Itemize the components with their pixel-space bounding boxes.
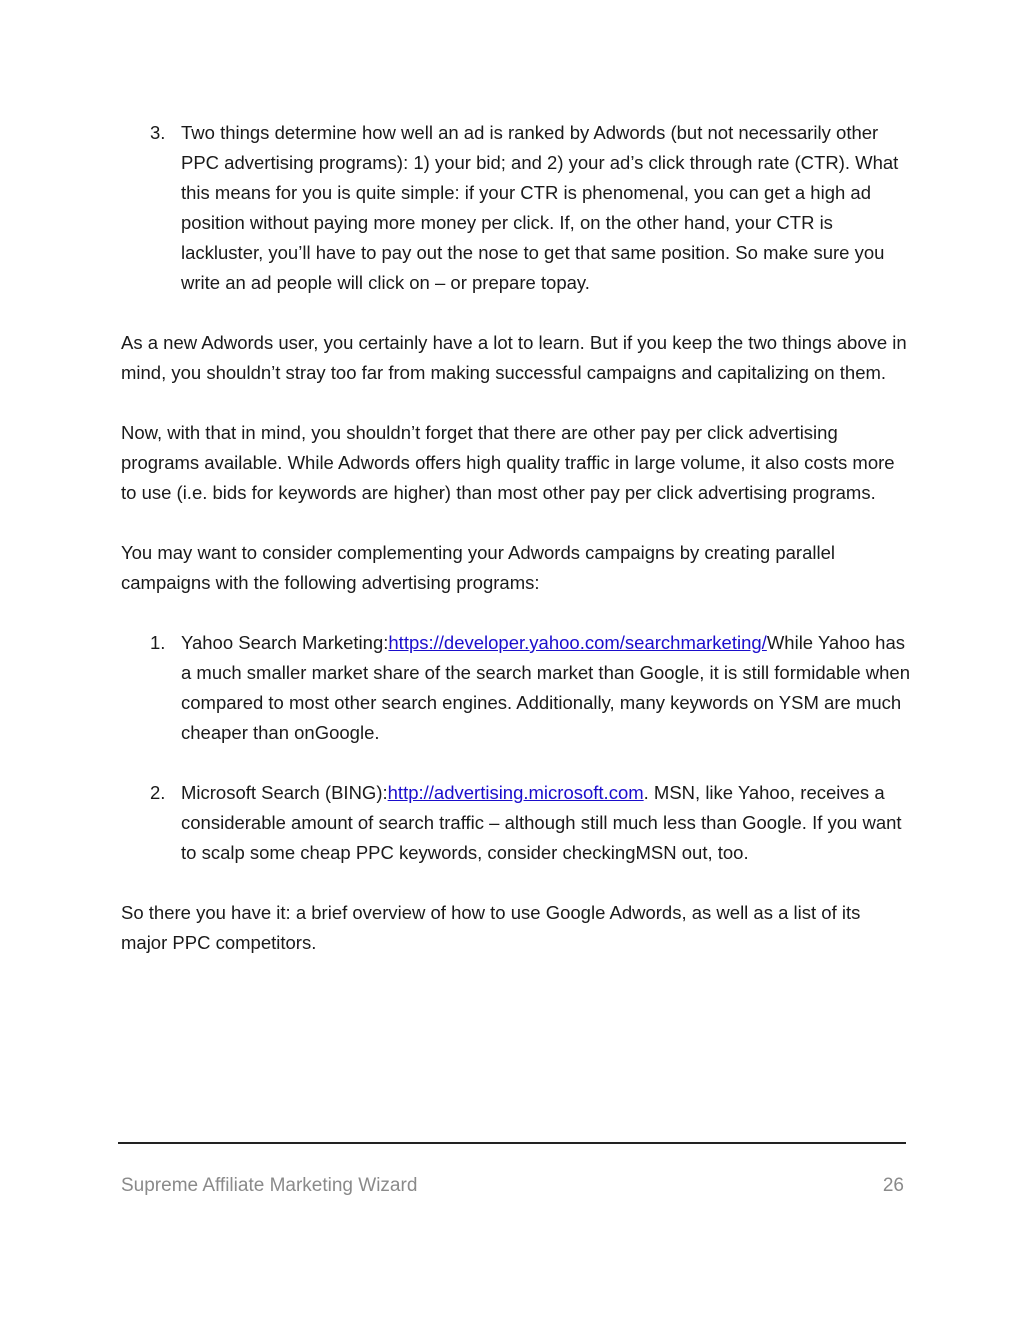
page-number: 26 — [882, 1175, 904, 1196]
yahoo-link[interactable]: https://developer.yahoo.com/searchmarketing/ — [388, 632, 767, 653]
list-item-microsoft — [121, 778, 911, 868]
list-item-3 — [121, 118, 911, 298]
list-item-yahoo — [121, 628, 911, 748]
list-number: 2. — [150, 782, 166, 803]
program-description: . MSN, like Yahoo, receives a considerable amount of search traffic – although still much less than Google. If you want to scalp some cheap PPC keywords, consider checkingMSN out, too. — [181, 782, 902, 863]
list-number: 1. — [150, 632, 166, 653]
page-content — [121, 118, 911, 958]
paragraph-new-user: As a new Adwords user, you certainly have a lot to learn. But if you keep the two things above in mind, you shouldn’t stray too far from making successful campaigns and capitalizing on them. — [121, 332, 907, 383]
footer-book-title: Supreme Affiliate Marketing Wizard — [121, 1175, 418, 1196]
list-number: 3. — [150, 122, 166, 143]
footer-divider — [118, 1142, 906, 1144]
program-label: Yahoo Search Marketing: — [181, 632, 389, 653]
paragraph-other-programs: Now, with that in mind, you shouldn’t forget that there are other pay per click advertising programs available. While Adwords offers high quality traffic in large volume, it also costs more to use (i.e. bids for keywords are higher) than most other pay per click advertising programs. — [121, 422, 895, 503]
microsoft-link[interactable]: http://advertising.microsoft.com — [387, 782, 644, 803]
program-label: Microsoft Search (BING): — [181, 782, 388, 803]
paragraph-summary: So there you have it: a brief overview of how to use Google Adwords, as well as a list of its major PPC competitors. — [121, 902, 861, 953]
program-description: While Yahoo has a much smaller market share of the search market than Google, it is still formidable when compared to most other search engines. Additionally, many keywords on YSM are much cheaper than onGoogle. — [181, 632, 911, 743]
paragraph-consider: You may want to consider complementing your Adwords campaigns by creating parallel campaigns with the following advertising programs: — [121, 542, 836, 593]
list-item-text: Two things determine how well an ad is ranked by Adwords (but not necessarily other PPC advertising programs): 1) your bid; and 2) your ad’s click through rate (CTR). What this means for you is quite simple: if your CTR is phenomenal, you can get a high ad position without paying more money per click. If, on the other hand, your CTR is lackluster, you’ll have to pay out the nose to get that same position. So make sure you write an ad people will click on – or prepare topay. — [181, 122, 899, 293]
